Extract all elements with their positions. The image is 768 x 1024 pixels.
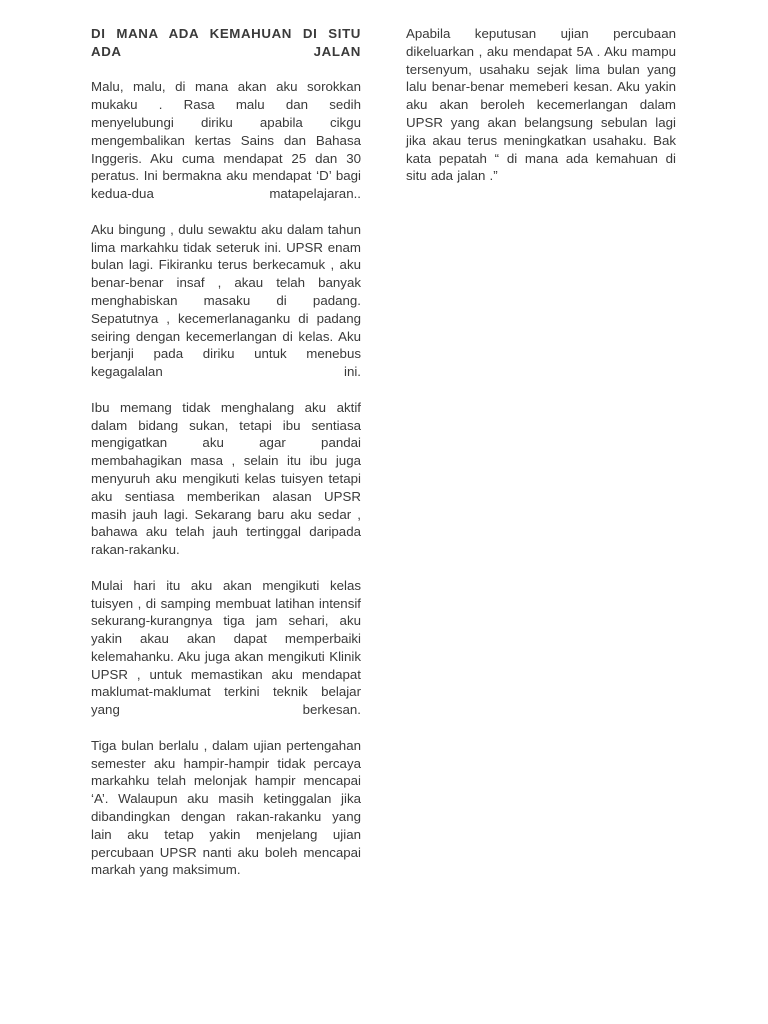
paragraph-3: Ibu memang tidak menghalang aku aktif dalam bidang sukan, tetapi ibu sentiasa mengigatkan aku agar pandai membahagikan masa , selain itu ibu juga menyuruh aku mengikuti kelas tuisyen tetapi aku sentiasa memberikan alasan UPSR masih jauh lagi. Sekarang baru aku sedar , bahawa aku telah jauh tertinggal daripada rakan-rakanku. [91,399,361,558]
paragraph-5: Tiga bulan berlalu , dalam ujian pertengahan semester aku hampir-hampir tidak percaya markahku telah melonjak hampir mencapai ‘A’. Walaupun aku masih ketinggalan jika dibandingkan dengan rakan-rakanku yang lain aku tetap yakin menjelang ujian percubaan UPSR nanti aku boleh mencapai markah yang maksimum. [91,737,361,878]
paragraph-6: Apabila keputusan ujian percubaan dikeluarkan , aku mendapat 5A . Aku mampu tersenyum, usahaku sejak lima bulan yang lalu benar-benar memeberi kesan. Aku yakin aku akan beroleh kecemerlangan dalam UPSR yang akan belangsung sebulan lagi jika akau terus meningkatkan usahaku. Bak kata pepatah “ di mana ada kemahuan di situ ada jalan .” [406,26,676,184]
paragraph-1: Malu, malu, di mana akan aku sorokkan mukaku . Rasa malu dan sedih menyelubungi diriku apabila cikgu mengembalikan kertas Sains dan Bahasa Inggeris. Aku cuma mendapat 25 dan 30 peratus. Ini bermakna aku mendapat ‘D’ bagi kedua-dua matapelajaran.. [91,79,361,202]
paragraph-4: Mulai hari itu aku akan mengikuti kelas tuisyen , di samping membuat latihan intensif sekurang-kurangnya tiga jam sehari, aku yakin akau akan dapat memperbaiki kelemahanku. Aku juga akan mengikuti Klinik UPSR , untuk memastikan aku mendapat maklumat-maklumat terkini teknik belajar yang berkesan. [91,577,361,718]
paragraph-2: Aku bingung , dulu sewaktu aku dalam tahun lima markahku tidak seteruk ini. UPSR enam bulan lagi. Fikiranku terus berkecamuk , aku benar-benar insaf , akau telah banyak menghabiskan masaku di padang. Sepatutnya , kecemerlanaganku di padang seiring dengan kecemerlangan di kelas. Aku berjanji pada diriku untuk menebus kegagalalan ini. [91,221,361,380]
article-title: DI MANA ADA KEMAHUAN DI SITU ADA JALAN [91,26,361,59]
left-column [91,25,361,897]
right-column [406,25,676,203]
